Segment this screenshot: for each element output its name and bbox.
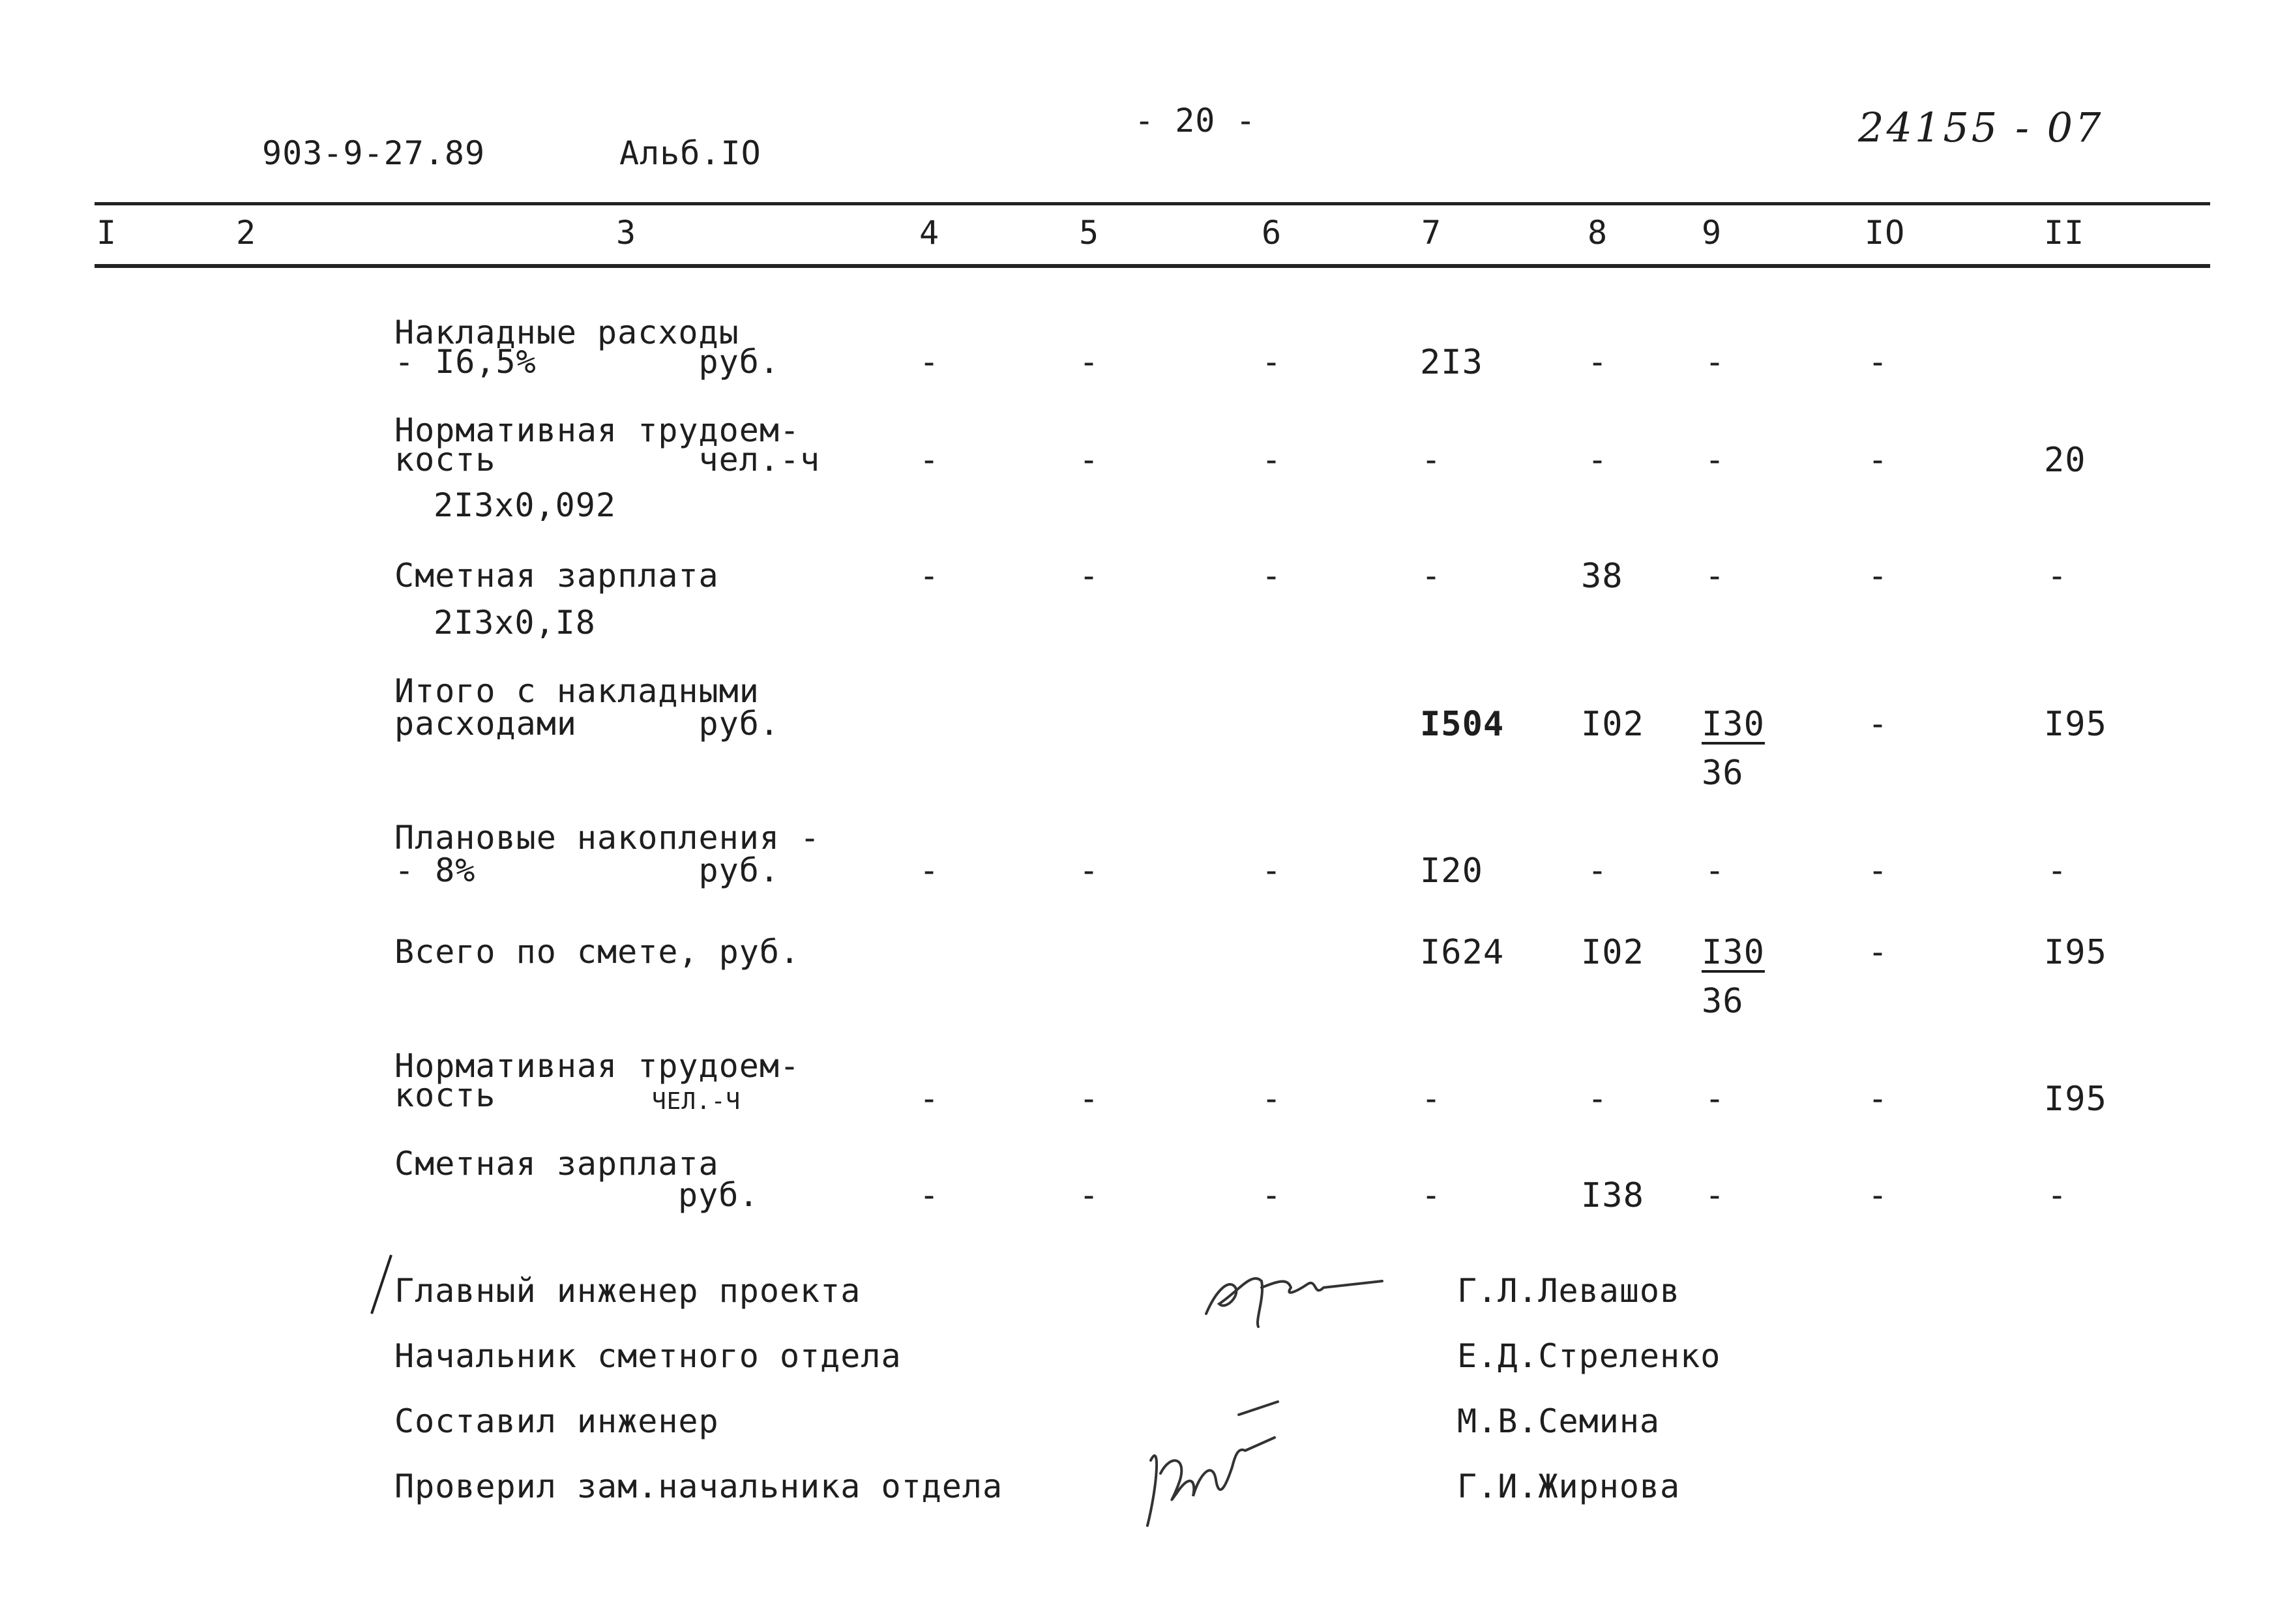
signatory-title: Проверил зам.начальника отдела <box>394 1468 1003 1505</box>
cell-col7: - <box>1421 1176 1442 1214</box>
cell-col7: - <box>1421 441 1442 479</box>
cell-col8: - <box>1588 1080 1608 1117</box>
cell-col11: 20 <box>2044 441 2086 480</box>
cell-col10: - <box>1868 1176 1889 1214</box>
page-number: - 20 - <box>1134 102 1256 140</box>
cell-col5: - <box>1079 1176 1100 1214</box>
row-label-line: Нормативная трудоем- <box>394 411 801 449</box>
cell-col4: - <box>919 1080 940 1117</box>
col-6-header: 6 <box>1262 214 1282 252</box>
album-number: Альб.IO <box>619 134 761 172</box>
cell-col4: - <box>919 557 940 595</box>
cell-col9: - <box>1705 343 1726 381</box>
doc-code: 903-9-27.89 <box>262 134 486 172</box>
handwritten-signature-engineer <box>1134 1376 1284 1539</box>
cell-col8: 38 <box>1581 557 1623 596</box>
cell-col10: - <box>1868 1080 1889 1117</box>
cell-col10: - <box>1868 933 1889 971</box>
cell-col8: - <box>1588 343 1608 381</box>
cell-col6: - <box>1262 1176 1282 1214</box>
header-top-rule <box>95 202 2210 205</box>
cell-col9: - <box>1705 1176 1726 1214</box>
cell-col5: - <box>1079 1080 1100 1117</box>
cell-col4: - <box>919 343 940 381</box>
cell-col8: I38 <box>1581 1176 1644 1215</box>
handwritten-signature-chief-engineer <box>1200 1252 1389 1336</box>
row-calc: 2I3x0,I8 <box>434 604 596 642</box>
row-label-line: руб. <box>678 1176 760 1214</box>
cell-col9-top: I30 <box>1702 933 1765 972</box>
col-5-header: 5 <box>1079 214 1100 252</box>
cell-col4: - <box>919 1176 940 1214</box>
row-label-line: - I6,5% руб. <box>394 343 780 381</box>
col-8-header: 8 <box>1588 214 1608 252</box>
cell-col11: - <box>2047 1176 2068 1214</box>
cell-col11: - <box>2047 557 2068 595</box>
cell-col7: - <box>1421 1080 1442 1117</box>
cell-col10: - <box>1868 557 1889 595</box>
signatory-name: Г.И.Жирнова <box>1457 1468 1681 1505</box>
cell-col9-top: I30 <box>1702 705 1765 744</box>
cell-col5: - <box>1079 557 1100 595</box>
cell-col8: I02 <box>1581 933 1644 972</box>
signatory-title: Составил инженер <box>394 1402 719 1440</box>
cell-col10: - <box>1868 851 1889 889</box>
row-label-line: Нормативная трудоем- <box>394 1047 801 1085</box>
cell-col8: I02 <box>1581 705 1644 744</box>
cell-col5: - <box>1079 343 1100 381</box>
cell-col4: - <box>919 441 940 479</box>
col-2-header: 2 <box>236 214 257 252</box>
row-label-line: расходами руб. <box>394 705 780 743</box>
cell-col6: - <box>1262 1080 1282 1117</box>
row-label-line: Сметная зарплата <box>394 557 719 595</box>
row-label-line: Накладные расходы <box>394 314 739 351</box>
cell-col4: - <box>919 851 940 889</box>
inventory-number: 24155 - 07 <box>1858 104 2104 151</box>
row-calc: 2I3x0,092 <box>434 486 616 524</box>
row-label-line: Плановые накопления - <box>394 819 821 857</box>
signatory-name: М.В.Семина <box>1457 1402 1661 1440</box>
cell-col7: 2I3 <box>1420 343 1483 382</box>
cell-col9-bottom: 36 <box>1702 982 1744 1021</box>
header-bottom-rule <box>95 264 2210 268</box>
cell-col9: - <box>1705 441 1726 479</box>
cell-col11: I95 <box>2044 1080 2107 1119</box>
cell-col11: I95 <box>2044 705 2107 744</box>
cell-col6: - <box>1262 441 1282 479</box>
row-label-line: Итого с накладными <box>394 672 760 710</box>
signatory-title: Начальник сметного отдела <box>394 1337 902 1375</box>
cell-col6: - <box>1262 851 1282 889</box>
cell-col10: - <box>1868 441 1889 479</box>
row-label-line: кость <box>394 1076 496 1114</box>
row-label-line: Всего по смете, руб. <box>394 933 801 971</box>
cell-col6: - <box>1262 343 1282 381</box>
row-unit: ЧЕЛ.-Ч <box>652 1088 741 1115</box>
row-label-line: кость чел.-ч <box>394 441 821 479</box>
signatory-name: Г.Л.Левашов <box>1457 1272 1681 1310</box>
cell-col7: - <box>1421 557 1442 595</box>
cell-col11: I95 <box>2044 933 2107 972</box>
col-9-header: 9 <box>1702 214 1722 252</box>
col-7-header: 7 <box>1421 214 1442 252</box>
cell-col9-bottom: 36 <box>1702 754 1744 793</box>
cell-col5: - <box>1079 441 1100 479</box>
cell-col10: - <box>1868 705 1889 743</box>
cell-col9: - <box>1705 1080 1726 1117</box>
col-11-header: II <box>2044 214 2085 252</box>
col-3-header: 3 <box>616 214 637 252</box>
cell-col10: - <box>1868 343 1889 381</box>
margin-slash-mark <box>365 1252 398 1317</box>
cell-col11: - <box>2047 851 2068 889</box>
cell-col7: I504 <box>1420 705 1505 744</box>
col-1-header: I <box>96 214 117 252</box>
cell-col9: - <box>1705 557 1726 595</box>
row-label-line: Сметная зарплата <box>394 1145 719 1183</box>
col-4-header: 4 <box>919 214 940 252</box>
cell-col7: I624 <box>1420 933 1505 972</box>
cell-col9: - <box>1705 851 1726 889</box>
cell-col8: - <box>1588 441 1608 479</box>
cell-col7: I20 <box>1420 851 1483 891</box>
cell-col6: - <box>1262 557 1282 595</box>
row-label-line: - 8% руб. <box>394 851 780 889</box>
cell-col8: - <box>1588 851 1608 889</box>
signatory-name: Е.Д.Стреленко <box>1457 1337 1721 1375</box>
col-10-header: IO <box>1865 214 1906 252</box>
cell-col5: - <box>1079 851 1100 889</box>
signatory-title: Главный инженер проекта <box>394 1272 861 1310</box>
